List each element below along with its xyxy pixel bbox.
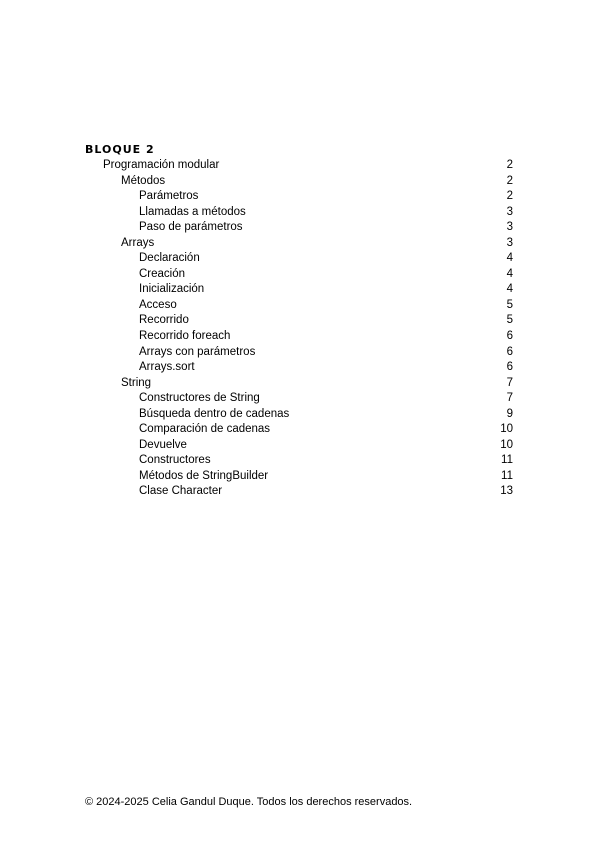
toc-entry-label: Arrays con parámetros bbox=[139, 345, 256, 358]
toc-entry[interactable] bbox=[85, 345, 515, 361]
toc-entry-page: 6 bbox=[506, 330, 513, 343]
toc-entry[interactable] bbox=[85, 282, 515, 298]
toc-entry[interactable] bbox=[85, 422, 515, 438]
toc-entry-label: Recorrido foreach bbox=[139, 330, 231, 343]
toc-entry[interactable] bbox=[85, 438, 515, 454]
table-of-contents bbox=[85, 142, 515, 500]
toc-entry-page: 4 bbox=[506, 283, 513, 296]
toc-entry[interactable] bbox=[85, 189, 515, 205]
toc-entry-label: Clase Character bbox=[139, 485, 223, 498]
toc-entry-page: 2 bbox=[506, 190, 513, 203]
toc-entry-label: Inicialización bbox=[139, 283, 205, 296]
toc-entry-label: Arrays bbox=[121, 236, 155, 249]
toc-entry-page: 2 bbox=[506, 159, 513, 171]
toc-entry-page: 11 bbox=[501, 469, 513, 482]
toc-entry[interactable] bbox=[85, 236, 515, 252]
toc-entry-label: Comparación de cadenas bbox=[139, 423, 271, 436]
toc-entry-label: Llamadas a métodos bbox=[139, 205, 246, 218]
toc-entry[interactable] bbox=[85, 298, 515, 314]
toc-entry-label: Constructores de String bbox=[139, 392, 260, 405]
toc-entry[interactable] bbox=[85, 407, 515, 423]
toc-entry[interactable] bbox=[85, 174, 515, 190]
toc-entry[interactable] bbox=[85, 453, 515, 469]
toc-entry[interactable] bbox=[85, 360, 515, 376]
toc-entry-page: 7 bbox=[506, 376, 513, 389]
toc-entry[interactable] bbox=[85, 376, 515, 392]
toc-entry[interactable] bbox=[85, 251, 515, 267]
toc-entry[interactable] bbox=[85, 329, 515, 345]
toc-entry-label: Acceso bbox=[139, 298, 177, 311]
toc-entry[interactable] bbox=[85, 484, 515, 500]
toc-entry-label: Búsqueda dentro de cadenas bbox=[139, 407, 290, 420]
toc-entry-label: Parámetros bbox=[139, 190, 199, 203]
toc-entry-label: Arrays.sort bbox=[139, 361, 195, 374]
toc-entry-label: Declaración bbox=[139, 252, 200, 265]
toc-entry-page: 3 bbox=[506, 205, 513, 218]
toc-entry-label: String bbox=[121, 376, 152, 389]
toc-entry-page: 11 bbox=[501, 454, 513, 467]
toc-entry-page: 6 bbox=[506, 345, 513, 358]
toc-entry-page: 5 bbox=[506, 298, 513, 311]
toc-entry-page: 10 bbox=[500, 438, 513, 451]
toc-entry-page: 10 bbox=[500, 423, 513, 436]
toc-entry-page: 4 bbox=[506, 252, 513, 265]
toc-entry-page: 2 bbox=[506, 174, 513, 187]
toc-entries bbox=[85, 158, 515, 500]
toc-entry-label: Constructores bbox=[139, 454, 211, 467]
toc-entry[interactable] bbox=[85, 313, 515, 329]
toc-entry-page: 6 bbox=[506, 361, 513, 374]
toc-entry-page: 4 bbox=[506, 267, 513, 280]
toc-entry-page: 7 bbox=[506, 392, 513, 405]
toc-entry[interactable] bbox=[85, 158, 515, 174]
toc-entry-label: Devuelve bbox=[139, 438, 187, 451]
toc-entry[interactable] bbox=[85, 220, 515, 236]
toc-entry-page: 5 bbox=[506, 314, 513, 327]
block-title: BLOQUE 2 bbox=[85, 143, 155, 156]
toc-entry-label: Programación modular bbox=[103, 159, 220, 171]
copyright-footer: © 2024-2025 Celia Gandul Duque. Todos los derechos reservados. bbox=[85, 796, 413, 808]
toc-entry-page: 3 bbox=[506, 236, 513, 249]
toc-entry-label: Métodos de StringBuilder bbox=[139, 469, 269, 482]
toc-entry[interactable] bbox=[85, 205, 515, 221]
toc-entry-label: Creación bbox=[139, 267, 186, 280]
toc-entry-page: 9 bbox=[506, 407, 513, 420]
toc-entry-page: 3 bbox=[506, 221, 513, 234]
toc-entry-label: Paso de parámetros bbox=[139, 221, 243, 234]
toc-entry[interactable] bbox=[85, 267, 515, 283]
toc-entry[interactable] bbox=[85, 469, 515, 485]
toc-entry[interactable] bbox=[85, 391, 515, 407]
toc-entry-label: Recorrido bbox=[139, 314, 189, 327]
toc-entry-page: 13 bbox=[500, 485, 513, 498]
toc-entry-label: Métodos bbox=[121, 174, 166, 187]
